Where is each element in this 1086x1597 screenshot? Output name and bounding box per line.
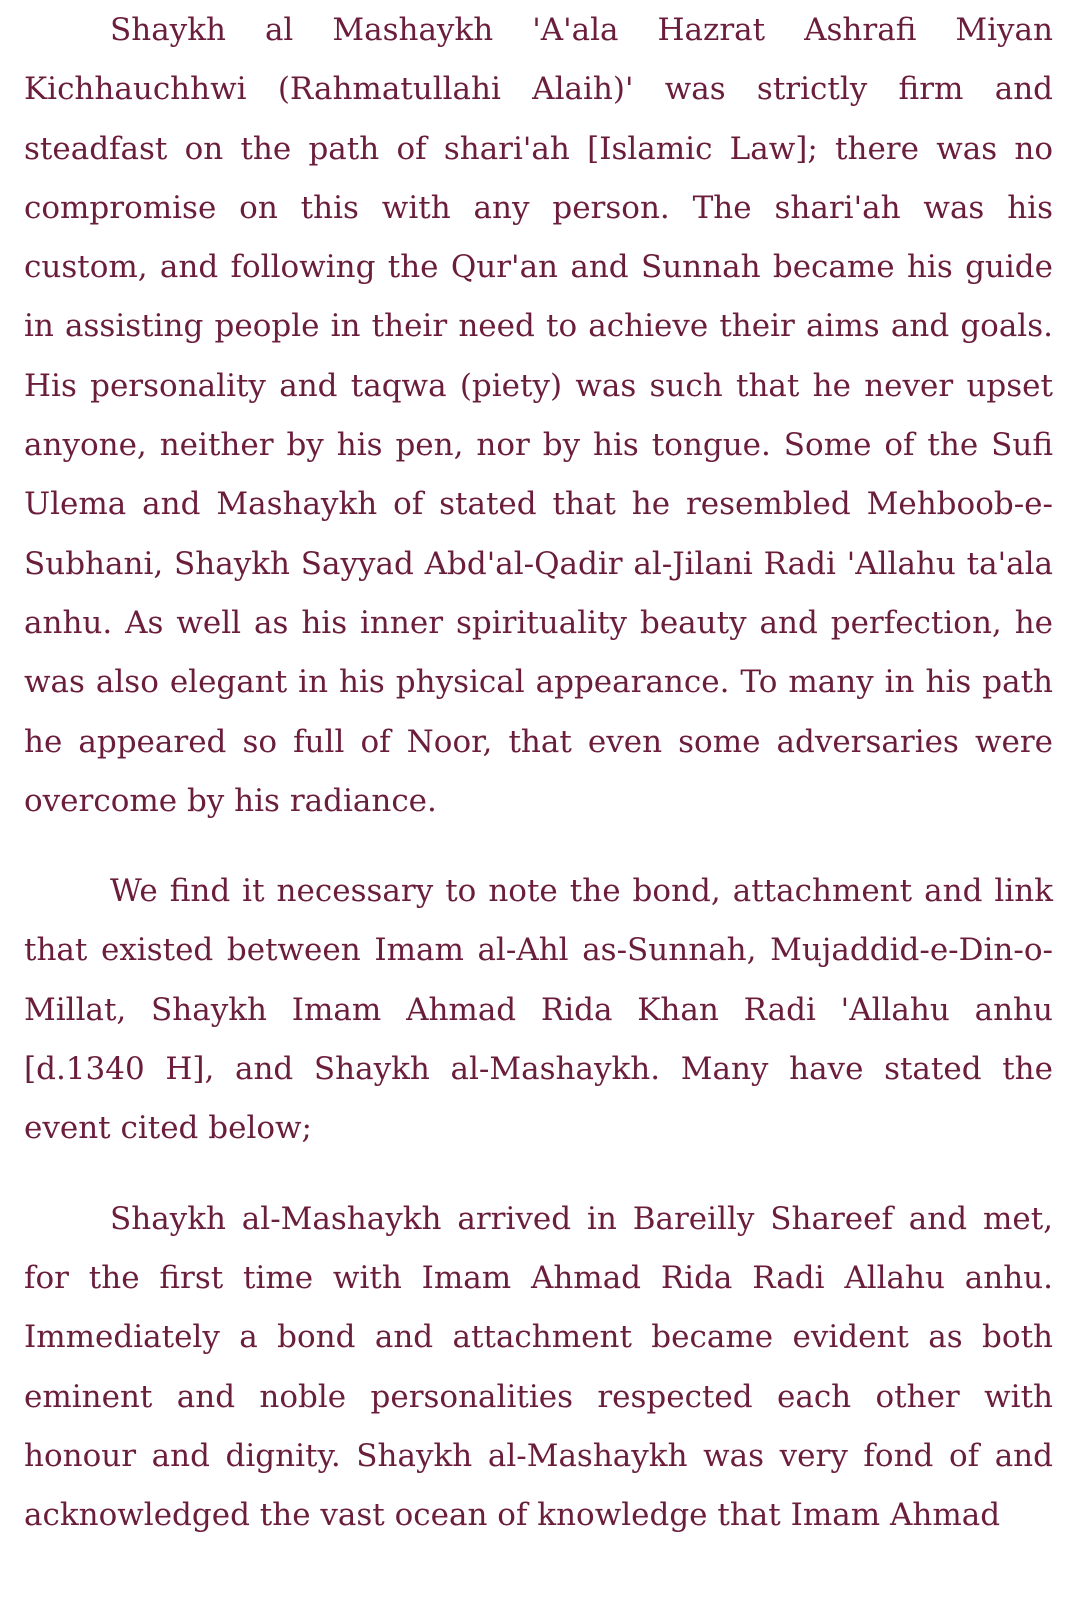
paragraph-1: Shaykh al Mashaykh 'A'ala Hazrat Ashrafi Miyan Kichhauchhwi (Rahmatullahi Alaih)' was strictly firm and steadfast on the path of shari'ah [Islamic Law]; there was no compromise on this with any person. The shari'ah was his custom, and following the Qur'an and Sunnah became his guide in assisting people in their need to achieve their aims and goals. His personality and taqwa (piety) was such that he never upset anyone, neither by his pen, nor by his tongue. Some of the Sufi Ulema and Mashaykh of stated that he resembled Mehboob-e-Subhani, Shaykh Sayyad Abd'al-Qadir al-Jilani Radi 'Allahu ta'ala anhu. As well as his inner spirituality beauty and perfection, he was also elegant in his physical appearance. To many in his path he appeared so full of Noor, that even some adversaries were overcome by his radiance. bbox=[24, 12, 1053, 819]
paragraph-3: Shaykh al-Mashaykh arrived in Bareilly Shareef and met, for the first time with Imam Ahmad Rida Radi Allahu anhu. Immediately a bond and attachment became evident as both eminent and noble personalities respected each other with honour and dignity. Shaykh al-Mashaykh was very fond of and acknowledged the vast ocean of knowledge that Imam Ahmad bbox=[24, 1200, 1053, 1534]
paragraph-2: We find it necessary to note the bond, attachment and link that existed between Imam al-Ahl as-Sunnah, Mujaddid-e-Din-o-Millat, Shaykh Imam Ahmad Rida Khan Radi 'Allahu anhu [d.1340 H], and Shaykh al-Mashaykh. Many have stated the event cited below; bbox=[24, 873, 1053, 1147]
document-page bbox=[24, 0, 1053, 1545]
